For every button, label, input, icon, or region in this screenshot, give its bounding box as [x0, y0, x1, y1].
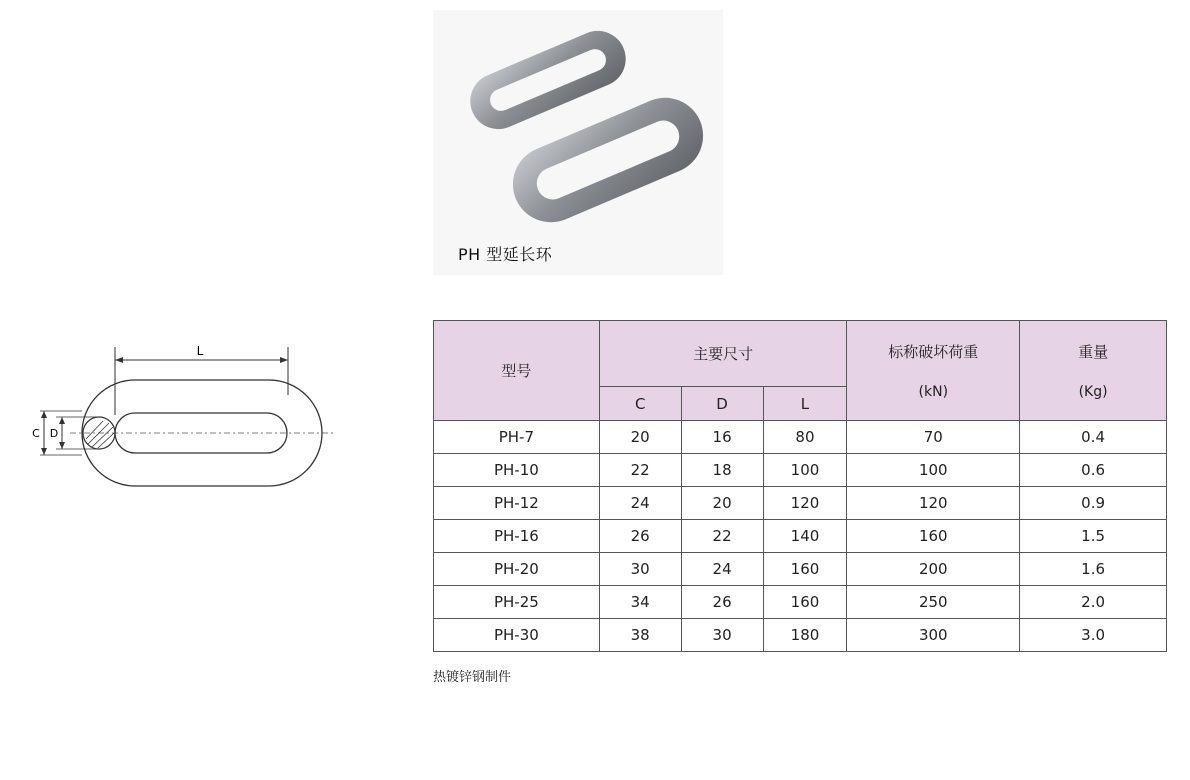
- cell-d: 22: [681, 520, 763, 553]
- table-row: [434, 487, 1167, 520]
- header-main-dimensions: 主要尺寸: [599, 321, 847, 387]
- material-note: 热镀锌钢制件: [433, 670, 512, 685]
- extension-link-illustration: [433, 10, 723, 275]
- product-photo: [433, 10, 723, 275]
- table-row: [434, 520, 1167, 553]
- table-row: [434, 553, 1167, 586]
- cell-load: 100: [847, 454, 1020, 487]
- cell-weight: 0.9: [1020, 487, 1167, 520]
- cell-c: 34: [599, 586, 681, 619]
- cell-l: 100: [763, 454, 847, 487]
- cell-model: PH-10: [434, 454, 600, 487]
- label-d: D: [49, 427, 59, 440]
- label-l: L: [196, 344, 204, 358]
- header-c: C: [599, 387, 681, 421]
- cell-l: 180: [763, 619, 847, 652]
- header-weight-unit: (Kg): [1078, 384, 1108, 400]
- cell-l: 80: [763, 421, 847, 454]
- cell-load: 160: [847, 520, 1020, 553]
- header-breaking-load-label: 标称破坏荷重: [888, 343, 979, 361]
- cell-l: 160: [763, 553, 847, 586]
- cell-weight: 3.0: [1020, 619, 1167, 652]
- cell-c: 22: [599, 454, 681, 487]
- cell-load: 200: [847, 553, 1020, 586]
- cell-weight: 0.6: [1020, 454, 1167, 487]
- cell-c: 26: [599, 520, 681, 553]
- table-row: [434, 586, 1167, 619]
- cell-d: 30: [681, 619, 763, 652]
- cell-model: PH-25: [434, 586, 600, 619]
- cell-model: PH-16: [434, 520, 600, 553]
- cell-d: 20: [681, 487, 763, 520]
- cell-weight: 0.4: [1020, 421, 1167, 454]
- table-row: [434, 421, 1167, 454]
- cell-weight: 1.5: [1020, 520, 1167, 553]
- cell-model: PH-30: [434, 619, 600, 652]
- dimension-drawing: [20, 335, 350, 505]
- cell-model: PH-12: [434, 487, 600, 520]
- cell-c: 20: [599, 421, 681, 454]
- spec-table: [433, 320, 1167, 652]
- cell-weight: 1.6: [1020, 553, 1167, 586]
- header-weight-label: 重量: [1078, 343, 1109, 361]
- cell-l: 160: [763, 586, 847, 619]
- cell-d: 16: [681, 421, 763, 454]
- label-c: C: [32, 427, 40, 440]
- header-breaking-load: [847, 321, 1020, 421]
- header-d: D: [681, 387, 763, 421]
- cell-model: PH-20: [434, 553, 600, 586]
- cell-c: 38: [599, 619, 681, 652]
- cell-load: 300: [847, 619, 1020, 652]
- cell-l: 120: [763, 487, 847, 520]
- cell-d: 26: [681, 586, 763, 619]
- cell-l: 140: [763, 520, 847, 553]
- cell-c: 30: [599, 553, 681, 586]
- cell-load: 120: [847, 487, 1020, 520]
- header-model: 型号: [434, 321, 600, 421]
- header-weight: [1020, 321, 1167, 421]
- cell-c: 24: [599, 487, 681, 520]
- cell-d: 18: [681, 454, 763, 487]
- header-l: L: [763, 387, 847, 421]
- cell-model: PH-7: [434, 421, 600, 454]
- header-breaking-load-unit: (kN): [918, 384, 949, 400]
- table-row: [434, 619, 1167, 652]
- cell-d: 24: [681, 553, 763, 586]
- cell-load: 250: [847, 586, 1020, 619]
- product-caption: PH 型延长环: [458, 245, 553, 264]
- cell-load: 70: [847, 421, 1020, 454]
- cell-weight: 2.0: [1020, 586, 1167, 619]
- table-row: [434, 454, 1167, 487]
